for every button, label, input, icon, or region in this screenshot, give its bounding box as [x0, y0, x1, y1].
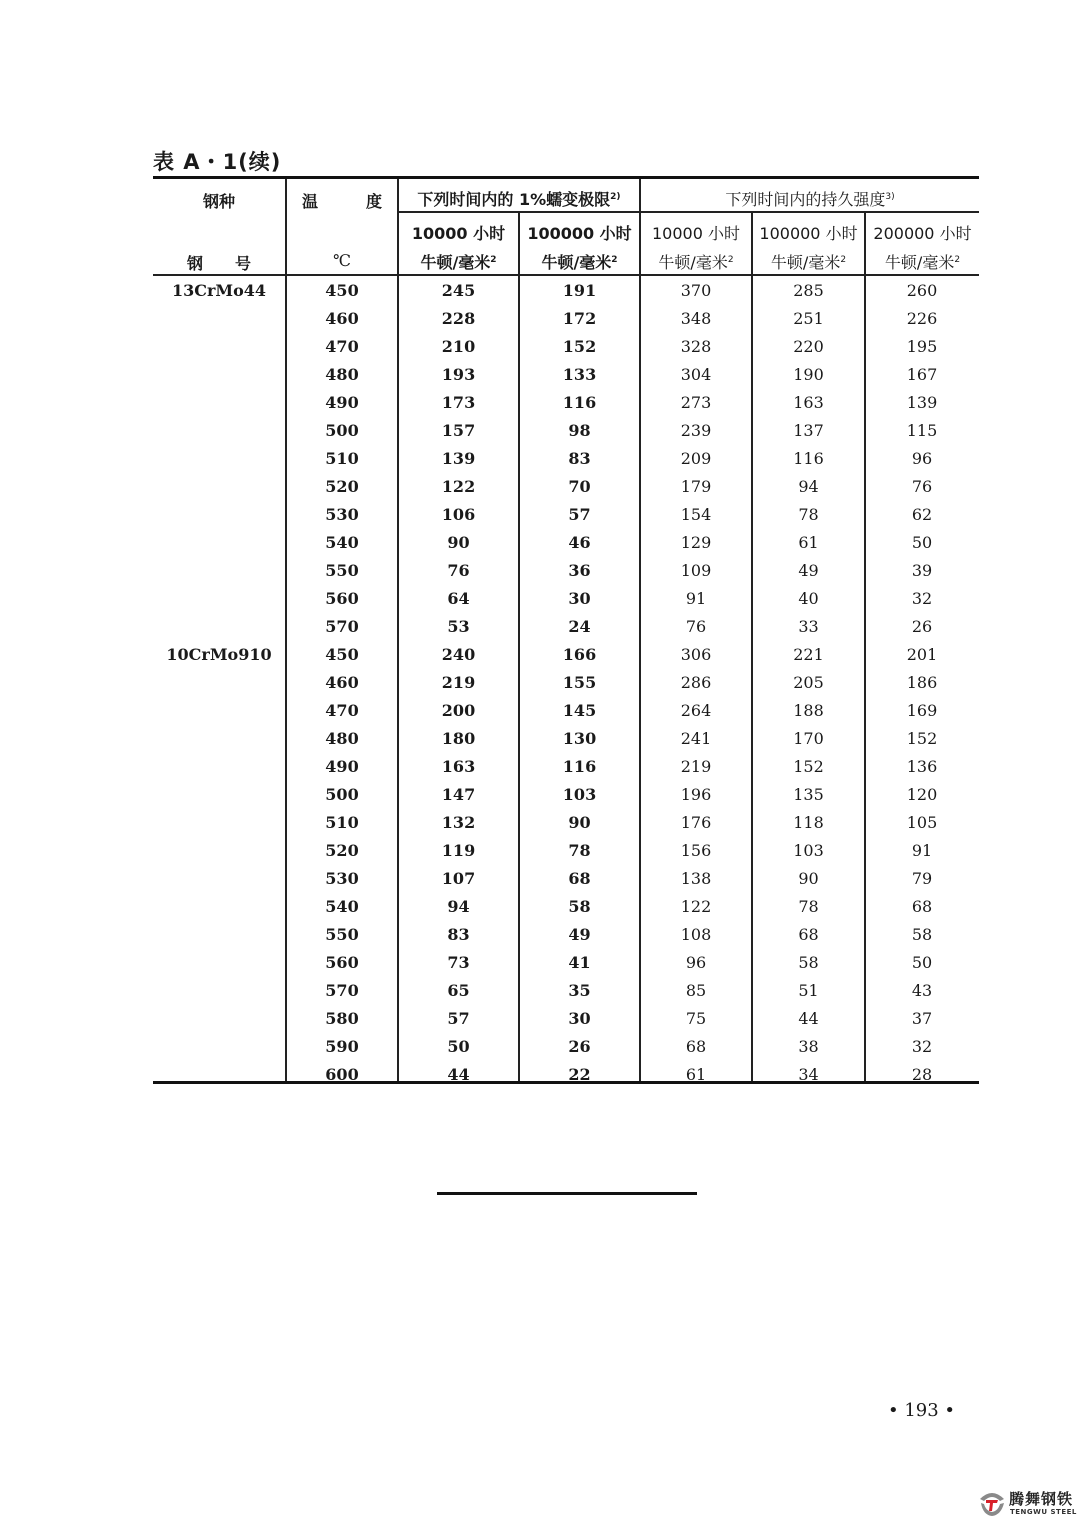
cell-temperature: 550	[325, 924, 359, 944]
cell-creep-10000h: 219	[441, 672, 476, 692]
cell-rupture-200000h: 96	[911, 448, 933, 468]
cell-rupture-200000h: 39	[911, 560, 933, 580]
cell-creep-10000h: 173	[441, 392, 476, 412]
cell-rupture-10000h: 179	[680, 476, 712, 496]
table-row	[153, 949, 979, 977]
cell-temperature: 490	[325, 392, 359, 412]
table-row	[153, 641, 979, 669]
cell-rupture-200000h: 139	[906, 392, 938, 412]
cell-rupture-100000h: 51	[798, 980, 819, 1000]
cell-creep-100000h: 49	[568, 924, 591, 944]
cell-temperature: 450	[325, 280, 359, 300]
unit-label: 牛顿/毫米	[658, 253, 728, 272]
unit-label: 牛顿/毫米	[541, 253, 612, 272]
table-row	[153, 529, 979, 557]
cell-creep-10000h: 83	[447, 924, 470, 944]
cell-rupture-10000h: 85	[685, 980, 707, 1000]
cell-rupture-200000h: 169	[906, 700, 938, 720]
cell-temperature: 490	[325, 756, 359, 776]
cell-creep-100000h: 58	[568, 896, 591, 916]
subheader-time: 100000 小时	[759, 224, 858, 243]
cell-rupture-200000h: 50	[911, 532, 933, 552]
table-row	[153, 977, 979, 1005]
cell-creep-100000h: 172	[562, 308, 597, 328]
cell-rupture-100000h: 38	[798, 1036, 819, 1056]
table-row	[153, 669, 979, 697]
subheader-unit	[520, 250, 639, 273]
cell-rupture-10000h: 348	[680, 308, 712, 328]
table-row	[153, 417, 979, 445]
cell-rupture-10000h: 109	[680, 560, 712, 580]
unit-label: 牛顿/毫米	[884, 253, 955, 272]
cell-creep-100000h: 83	[568, 448, 591, 468]
table-header	[153, 179, 979, 274]
table-row	[153, 389, 979, 417]
header-temp-unit: ℃	[333, 251, 351, 270]
watermark-logo	[977, 1487, 1089, 1521]
rupture-group-label: 下列时间内的持久强度	[725, 190, 886, 209]
cell-rupture-200000h: 62	[911, 504, 933, 524]
cell-creep-100000h: 35	[568, 980, 591, 1000]
cell-creep-10000h: 240	[441, 644, 476, 664]
subheader-unit	[399, 250, 518, 273]
cell-rupture-100000h: 188	[793, 700, 824, 720]
cell-temperature: 470	[325, 336, 359, 356]
cell-rupture-10000h: 264	[680, 700, 712, 720]
table-body	[153, 276, 979, 1084]
subheader-time: 10000 小时	[411, 224, 506, 243]
cell-temperature: 510	[325, 448, 359, 468]
table-row	[153, 585, 979, 613]
cell-rupture-10000h: 122	[680, 896, 712, 916]
cell-creep-10000h: 64	[447, 588, 470, 608]
cell-rupture-10000h: 328	[680, 336, 712, 356]
superscript: 2	[954, 255, 961, 265]
cell-creep-100000h: 191	[562, 280, 597, 300]
table-row	[153, 697, 979, 725]
cell-creep-100000h: 155	[562, 672, 597, 692]
cell-rupture-10000h: 273	[680, 392, 712, 412]
cell-rupture-200000h: 43	[911, 980, 933, 1000]
cell-rupture-100000h: 137	[793, 420, 824, 440]
table-row	[153, 445, 979, 473]
cell-rupture-200000h: 50	[911, 952, 933, 972]
cell-temperature: 570	[325, 616, 359, 636]
cell-creep-100000h: 145	[562, 700, 597, 720]
cell-rupture-200000h: 26	[911, 616, 933, 636]
cell-rupture-10000h: 156	[680, 840, 712, 860]
table-row	[153, 921, 979, 949]
cell-rupture-200000h: 226	[906, 308, 938, 328]
cell-creep-100000h: 130	[562, 728, 597, 748]
cell-rupture-100000h: 152	[793, 756, 824, 776]
cell-creep-10000h: 73	[447, 952, 470, 972]
cell-creep-100000h: 78	[568, 840, 591, 860]
cell-rupture-200000h: 76	[911, 476, 933, 496]
cell-rupture-10000h: 154	[680, 504, 712, 524]
creep-group-label: 下列时间内的 1%蠕变极限	[417, 190, 611, 209]
table-row	[153, 1005, 979, 1033]
cell-creep-10000h: 122	[441, 476, 476, 496]
cell-rupture-10000h: 108	[680, 924, 712, 944]
superscript: 2	[840, 255, 847, 265]
header-temp-top: 温 度	[301, 192, 382, 211]
cell-rupture-200000h: 28	[911, 1064, 933, 1084]
cell-rupture-100000h: 78	[798, 504, 819, 524]
subheader-time: 10000 小时	[652, 224, 740, 243]
cell-rupture-100000h: 221	[793, 644, 824, 664]
table-row	[153, 333, 979, 361]
table-row	[153, 277, 979, 305]
subheader-time: 200000 小时	[873, 224, 972, 243]
cell-rupture-10000h: 68	[685, 1036, 707, 1056]
cell-rupture-100000h: 78	[798, 896, 819, 916]
cell-creep-10000h: 200	[441, 700, 476, 720]
cell-rupture-100000h: 49	[798, 560, 819, 580]
cell-rupture-200000h: 186	[906, 672, 938, 692]
cell-rupture-100000h: 34	[798, 1064, 819, 1084]
cell-creep-10000h: 147	[441, 784, 476, 804]
cell-rupture-10000h: 196	[680, 784, 712, 804]
cell-temperature: 500	[325, 784, 359, 804]
cell-rupture-100000h: 135	[793, 784, 824, 804]
cell-creep-10000h: 44	[447, 1064, 470, 1084]
cell-rupture-200000h: 58	[911, 924, 933, 944]
table-row	[153, 725, 979, 753]
cell-temperature: 480	[325, 364, 359, 384]
cell-creep-100000h: 103	[562, 784, 597, 804]
table-row	[153, 1061, 979, 1089]
logo-name-en: TENGWU STEEL	[1010, 1508, 1077, 1516]
cell-rupture-200000h: 32	[911, 1036, 933, 1056]
cell-rupture-100000h: 163	[793, 392, 824, 412]
data-table	[153, 176, 979, 1084]
cell-temperature: 580	[325, 1008, 359, 1028]
subheader-unit	[866, 250, 979, 273]
cell-rupture-200000h: 136	[906, 756, 938, 776]
footnote-separator	[437, 1192, 697, 1195]
cell-rupture-10000h: 138	[680, 868, 712, 888]
cell-creep-10000h: 245	[441, 280, 476, 300]
cell-rupture-100000h: 170	[793, 728, 824, 748]
table-row	[153, 781, 979, 809]
cell-temperature: 460	[325, 308, 359, 328]
subheader-time: 100000 小时	[527, 224, 632, 243]
cell-temperature: 540	[325, 896, 359, 916]
cell-creep-100000h: 36	[568, 560, 591, 580]
cell-rupture-10000h: 304	[680, 364, 712, 384]
cell-rupture-10000h: 370	[680, 280, 712, 300]
cell-creep-10000h: 76	[447, 560, 470, 580]
cell-creep-100000h: 30	[568, 588, 591, 608]
cell-rupture-10000h: 306	[680, 644, 712, 664]
cell-creep-100000h: 22	[568, 1064, 591, 1084]
cell-rupture-10000h: 241	[680, 728, 712, 748]
logo-mark-icon	[977, 1489, 1007, 1519]
cell-rupture-10000h: 219	[680, 756, 712, 776]
cell-rupture-10000h: 91	[685, 588, 707, 608]
superscript: 2	[490, 255, 497, 265]
cell-temperature: 510	[325, 812, 359, 832]
cell-rupture-100000h: 90	[798, 868, 819, 888]
table-row	[153, 501, 979, 529]
cell-rupture-100000h: 61	[798, 532, 819, 552]
cell-rupture-200000h: 167	[906, 364, 938, 384]
cell-rupture-100000h: 40	[798, 588, 819, 608]
cell-creep-100000h: 26	[568, 1036, 591, 1056]
cell-creep-100000h: 41	[568, 952, 591, 972]
page-number: • 193 •	[888, 1400, 956, 1421]
cell-rupture-100000h: 44	[798, 1008, 819, 1028]
cell-rupture-10000h: 96	[685, 952, 707, 972]
cell-rupture-100000h: 33	[798, 616, 819, 636]
table-row	[153, 305, 979, 333]
cell-temperature: 560	[325, 952, 359, 972]
cell-creep-100000h: 57	[568, 504, 591, 524]
unit-label: 牛顿/毫米	[770, 253, 841, 272]
cell-temperature: 520	[325, 476, 359, 496]
cell-creep-10000h: 163	[441, 756, 476, 776]
cell-creep-10000h: 228	[441, 308, 476, 328]
cell-creep-10000h: 193	[441, 364, 476, 384]
table-title: 表 A・1(续)	[153, 150, 282, 174]
cell-rupture-200000h: 120	[906, 784, 938, 804]
cell-steel-grade: 10CrMo910	[166, 644, 272, 664]
cell-creep-10000h: 53	[447, 616, 470, 636]
footnote-ref: 3)	[885, 192, 895, 202]
cell-creep-10000h: 94	[447, 896, 470, 916]
cell-rupture-10000h: 61	[685, 1064, 707, 1084]
subheader-unit	[753, 250, 864, 273]
cell-rupture-100000h: 190	[793, 364, 824, 384]
superscript: 2	[727, 255, 734, 265]
cell-rupture-10000h: 75	[685, 1008, 707, 1028]
cell-rupture-100000h: 251	[793, 308, 824, 328]
table-row	[153, 361, 979, 389]
cell-rupture-200000h: 105	[906, 812, 938, 832]
cell-temperature: 520	[325, 840, 359, 860]
cell-creep-10000h: 107	[441, 868, 476, 888]
table-row	[153, 837, 979, 865]
cell-steel-grade: 13CrMo44	[171, 280, 267, 300]
cell-temperature: 540	[325, 532, 359, 552]
cell-creep-10000h: 180	[441, 728, 476, 748]
cell-rupture-200000h: 91	[911, 840, 933, 860]
cell-creep-100000h: 166	[562, 644, 597, 664]
cell-rupture-10000h: 129	[680, 532, 712, 552]
cell-rupture-10000h: 239	[680, 420, 712, 440]
divider	[398, 211, 979, 213]
cell-creep-10000h: 139	[441, 448, 476, 468]
logo-name-cn: 腾舞钢铁	[1009, 1490, 1074, 1508]
cell-rupture-200000h: 37	[911, 1008, 933, 1028]
cell-creep-10000h: 119	[441, 840, 476, 860]
cell-rupture-200000h: 260	[906, 280, 938, 300]
cell-creep-10000h: 106	[441, 504, 476, 524]
cell-creep-100000h: 116	[562, 392, 597, 412]
cell-temperature: 480	[325, 728, 359, 748]
cell-creep-10000h: 210	[441, 336, 476, 356]
cell-creep-100000h: 46	[568, 532, 591, 552]
cell-creep-100000h: 133	[562, 364, 597, 384]
cell-temperature: 590	[325, 1036, 359, 1056]
cell-creep-100000h: 90	[568, 812, 591, 832]
cell-creep-100000h: 98	[568, 420, 591, 440]
cell-rupture-100000h: 116	[793, 448, 824, 468]
cell-rupture-100000h: 205	[793, 672, 824, 692]
cell-rupture-100000h: 118	[793, 812, 824, 832]
cell-rupture-10000h: 209	[680, 448, 712, 468]
cell-rupture-100000h: 220	[793, 336, 824, 356]
cell-temperature: 470	[325, 700, 359, 720]
cell-creep-100000h: 116	[562, 756, 597, 776]
cell-rupture-10000h: 286	[680, 672, 712, 692]
cell-temperature: 530	[325, 868, 359, 888]
cell-creep-10000h: 90	[447, 532, 470, 552]
cell-rupture-200000h: 115	[906, 420, 938, 440]
cell-temperature: 550	[325, 560, 359, 580]
cell-creep-10000h: 132	[441, 812, 476, 832]
cell-temperature: 570	[325, 980, 359, 1000]
header-rupture-group	[641, 187, 979, 210]
cell-rupture-200000h: 68	[911, 896, 933, 916]
cell-creep-100000h: 24	[568, 616, 591, 636]
header-grade-bottom: 钢 号	[186, 254, 251, 273]
unit-label: 牛顿/毫米	[420, 253, 491, 272]
superscript: 2	[611, 255, 618, 265]
table-row	[153, 753, 979, 781]
table-row	[153, 809, 979, 837]
footnote-ref: 2)	[610, 192, 621, 202]
cell-creep-10000h: 50	[447, 1036, 470, 1056]
cell-creep-100000h: 30	[568, 1008, 591, 1028]
cell-creep-100000h: 68	[568, 868, 591, 888]
cell-temperature: 600	[325, 1064, 359, 1084]
cell-rupture-100000h: 285	[793, 280, 824, 300]
cell-rupture-200000h: 195	[906, 336, 938, 356]
cell-creep-10000h: 157	[441, 420, 476, 440]
cell-rupture-100000h: 94	[798, 476, 819, 496]
cell-temperature: 460	[325, 672, 359, 692]
cell-rupture-100000h: 68	[798, 924, 819, 944]
cell-temperature: 560	[325, 588, 359, 608]
table-row	[153, 613, 979, 641]
table-row	[153, 1033, 979, 1061]
cell-temperature: 450	[325, 644, 359, 664]
cell-creep-100000h: 70	[568, 476, 591, 496]
subheader-unit	[641, 250, 751, 273]
header-grade-top: 钢种	[202, 192, 235, 211]
cell-creep-10000h: 65	[447, 980, 470, 1000]
cell-creep-10000h: 57	[447, 1008, 470, 1028]
cell-rupture-200000h: 32	[911, 588, 933, 608]
cell-rupture-200000h: 201	[906, 644, 938, 664]
header-creep-group	[399, 187, 639, 210]
cell-rupture-100000h: 58	[798, 952, 819, 972]
table-row	[153, 557, 979, 585]
cell-rupture-10000h: 176	[680, 812, 712, 832]
cell-temperature: 500	[325, 420, 359, 440]
cell-rupture-10000h: 76	[685, 616, 707, 636]
cell-rupture-200000h: 152	[906, 728, 938, 748]
cell-rupture-100000h: 103	[793, 840, 824, 860]
table-row	[153, 473, 979, 501]
table-row	[153, 893, 979, 921]
cell-rupture-200000h: 79	[911, 868, 933, 888]
table-row	[153, 865, 979, 893]
cell-temperature: 530	[325, 504, 359, 524]
cell-creep-100000h: 152	[562, 336, 597, 356]
